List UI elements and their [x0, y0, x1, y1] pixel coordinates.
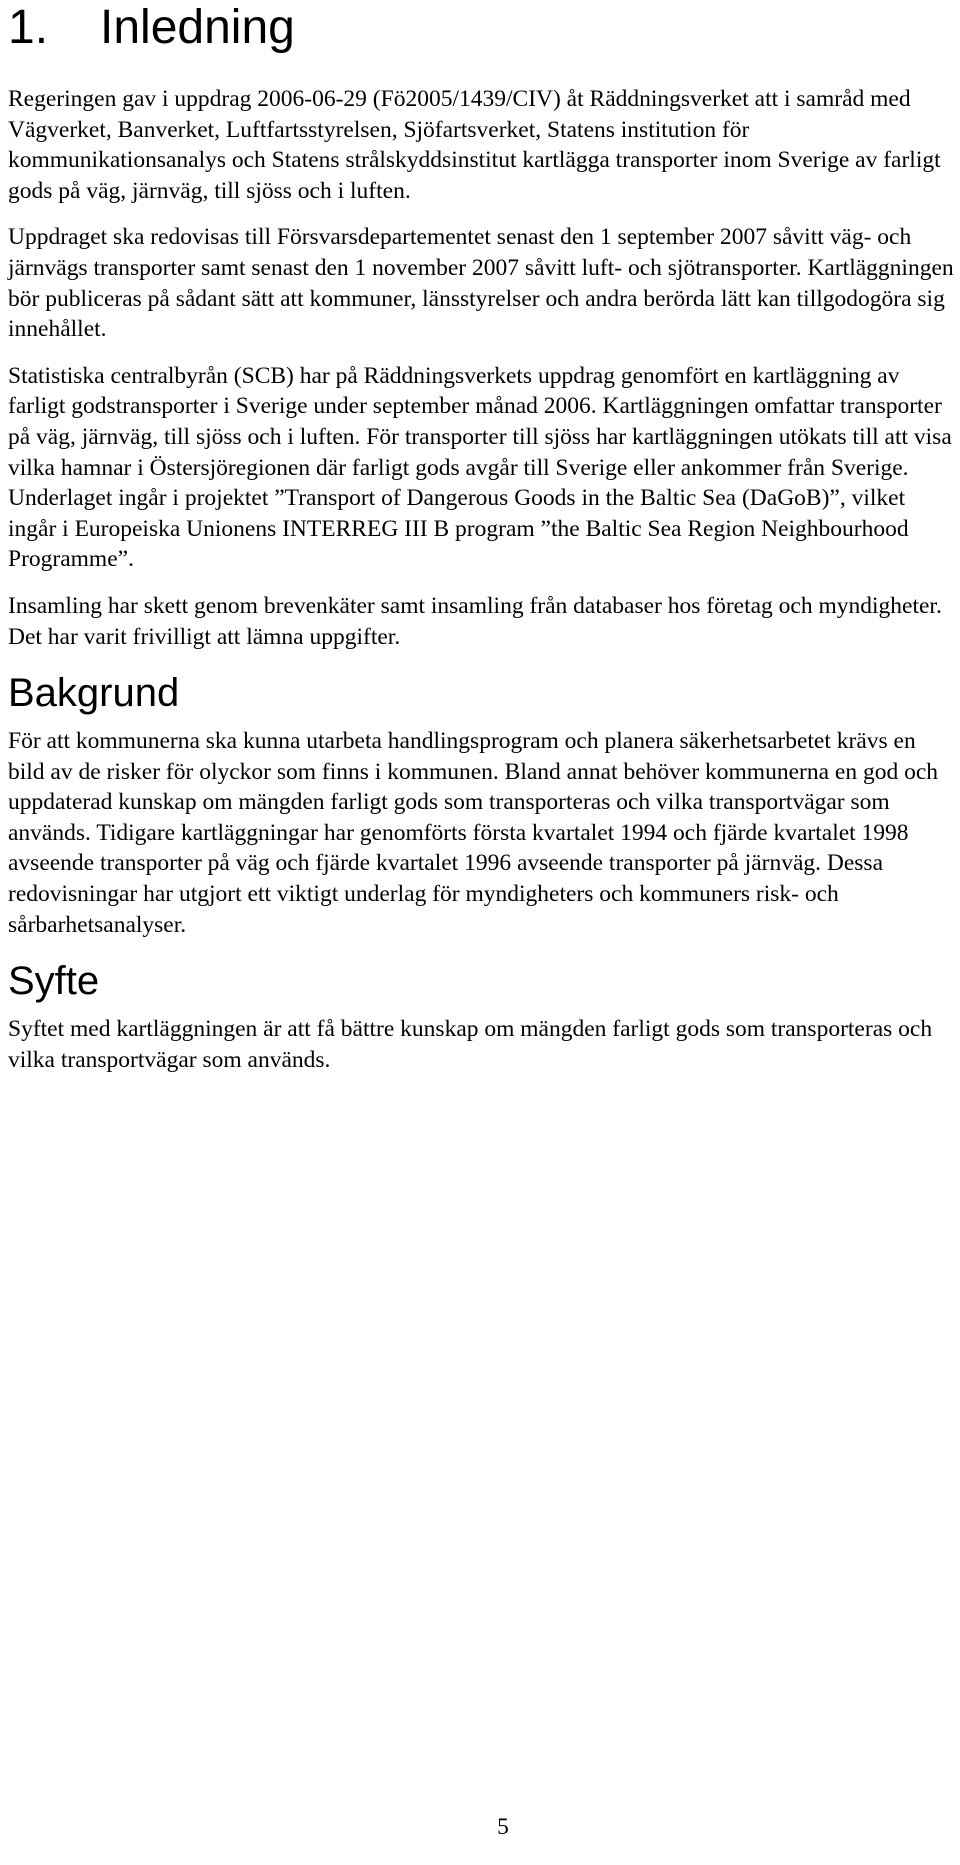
- chapter-number: 1.: [8, 1, 49, 54]
- section-heading-syfte: Syfte: [8, 959, 100, 1004]
- intro-paragraph-4: Insamling har skett genom brevenkäter samt insamling från databaser hos företag och myndigheter. Det har varit frivilligt att lämna uppgifter.: [8, 592, 942, 650]
- syfte-paragraph: Syftet med kartläggningen är att få bättre kunskap om mängden farligt gods som transporteras och vilka transportvägar som används.: [8, 1016, 933, 1073]
- document-page: [8, 0, 952, 1075]
- intro-paragraph-1: Regeringen gav i uppdrag 2006-06-29 (Fö2005/1439/CIV) åt Räddningsverket att i samråd med Vägverket, Banverket, Luftfartsstyrelsen, Sjöfartsverket, Statens institution för kommunikationsanalys och Statens strålskyddsinstitut kartlägga transporter inom Sverige av farligt gods på väg, järnväg, till sjöss och i luften.: [8, 86, 941, 204]
- page-number: 5: [497, 1814, 509, 1840]
- bakgrund-paragraph: För att kommunerna ska kunna utarbeta handlingsprogram och planera säkerhetsarbetet krävs en bild av de risker för olyckor som finns i kommunen. Bland annat behöver kommunerna en god och uppdaterad kunskap om mängden farligt gods som transporteras och vilka transportvägar som används. Tidigare kartläggningar har genomförts första kvartalet 1994 och fjärde kvartalet 1998 avseende transporter på väg och fjärde kvartalet 1996 avseende transporter på järnväg. Dessa redovisningar har utgjort ett viktigt underlag för myndigheters och kommuners risk- och sårbarhetsanalyser.: [8, 728, 938, 938]
- intro-paragraph-3: Statistiska centralbyrån (SCB) har på Räddningsverkets uppdrag genomfört en kartläggning av farligt godstransporter i Sverige under september månad 2006. Kartläggningen omfattar transporter på väg, järnväg, till sjöss och i luften. För transporter till sjöss har kartläggningen utökats till att visa vilka hamnar i Östersjöregionen där farligt gods avgår till Sverige eller ankommer från Sverige. Underlaget ingår i projektet ”Transport of Dangerous Goods in the Baltic Sea (DaGoB)”, vilket ingår i Europeiska Unionens INTERREG III B program ”the Baltic Sea Region Neighbourhood Programme”.: [8, 362, 952, 573]
- chapter-title: Inledning: [100, 1, 295, 54]
- intro-paragraph-2: Uppdraget ska redovisas till Försvarsdepartementet senast den 1 september 2007 såvitt väg- och järnvägs transporter samt senast den 1 november 2007 såvitt luft- och sjötransporter. Kartläggningen bör publiceras på sådant sätt att kommuner, länsstyrelser och andra berörda lätt kan tillgodogöra sig innehållet.: [8, 224, 954, 343]
- section-heading-bakgrund: Bakgrund: [8, 671, 180, 716]
- chapter-heading: [8, 0, 952, 54]
